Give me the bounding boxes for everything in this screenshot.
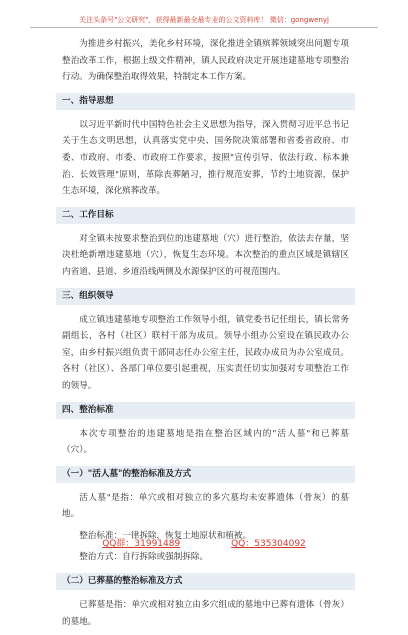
footer-qq-group: QQ群：31991489 [102,539,181,549]
living-tomb-standard: 整治标准：一律拆除，恢复土地原状和植被。 [79,530,252,541]
section-heading-leadership: 三、组织领导 [56,288,355,305]
buried-tomb-definition: 已葬墓是指：单穴或相对独立由多穴组成的墓地中已葬有遗体（骨灰）的墓地。 [62,600,349,627]
footer-qq: QQ：535304092 [231,539,306,549]
guiding-ideology-paragraph: 以习近平新时代中国特色社会主义思想为指导，深入贯彻习近平总书记关于生态文明思想，认真落实党中央、国务院决策部署和省委省政府、市委、市政府、市委、市政府工作要求，按照"宣传引导、依法行政、标本兼治、长效管理"原则，革除丧葬陋习，推行规范安葬，节约土地资源，保护生态环境，深化殡葬改革。 [62,119,349,197]
header-divider [30,27,378,28]
subsection-heading-buried-tomb: （二）已葬墓的整治标准及方式 [56,573,355,590]
leadership-paragraph: 成立镇违建墓地专项整治工作领导小组，镇党委书记任组长，镇长常务副组长，各村（社区）联村干部为成员。领导小组办公室设在镇民政办公室，由乡村振兴组负责干部同志任办公室主任，民政办成员为办公室成员。各村（社区）、各部门单位要引起重视，压实责任切实加强对专项整治工作的领导。 [62,314,349,391]
standards-paragraph: 本次专项整治的违建墓地是指在整治区域内的"活人墓"和已葬墓（穴）。 [62,428,349,456]
section-heading-standards: 四、整治标准 [56,402,355,419]
top-banner: 关注头条号"公文研究"，获得最新最全最专业的公文资料库！ 微信：gongwenyj [79,16,329,24]
living-tomb-method: 整治方式：自行拆除或强制拆除。 [79,552,209,563]
section-heading-work-goals: 二、工作目标 [56,207,355,224]
living-tomb-definition: 活人墓"是指：单穴或相对独立的多穴墓均未安葬遗体（骨灰）的墓地。 [62,492,349,520]
section-heading-guiding-ideology: 一、指导思想 [56,93,355,110]
footer-contacts [0,536,408,549]
work-goals-paragraph: 对全镇未按要求整治到位的违建墓地（穴）进行整治，依法去存量，坚决杜绝新增违建墓地（穴），恢复生态环境。本次整治的重点区域是镇辖区内省道、县道、乡道沿线两侧及水源保护区的可视范围内。 [62,233,349,277]
subsection-heading-living-tomb: （一）"活人墓"的整治标准及方式 [56,466,355,483]
intro-paragraph: 为推进乡村振兴，美化乡村环境，深化推进全镇殡葬领域突出问题专项整治改革工作，根据上级文件精神，镇人民政府决定开展违建墓地专项整治行动。为确保整治取得效果，特制定本工作方案。 [62,39,349,83]
